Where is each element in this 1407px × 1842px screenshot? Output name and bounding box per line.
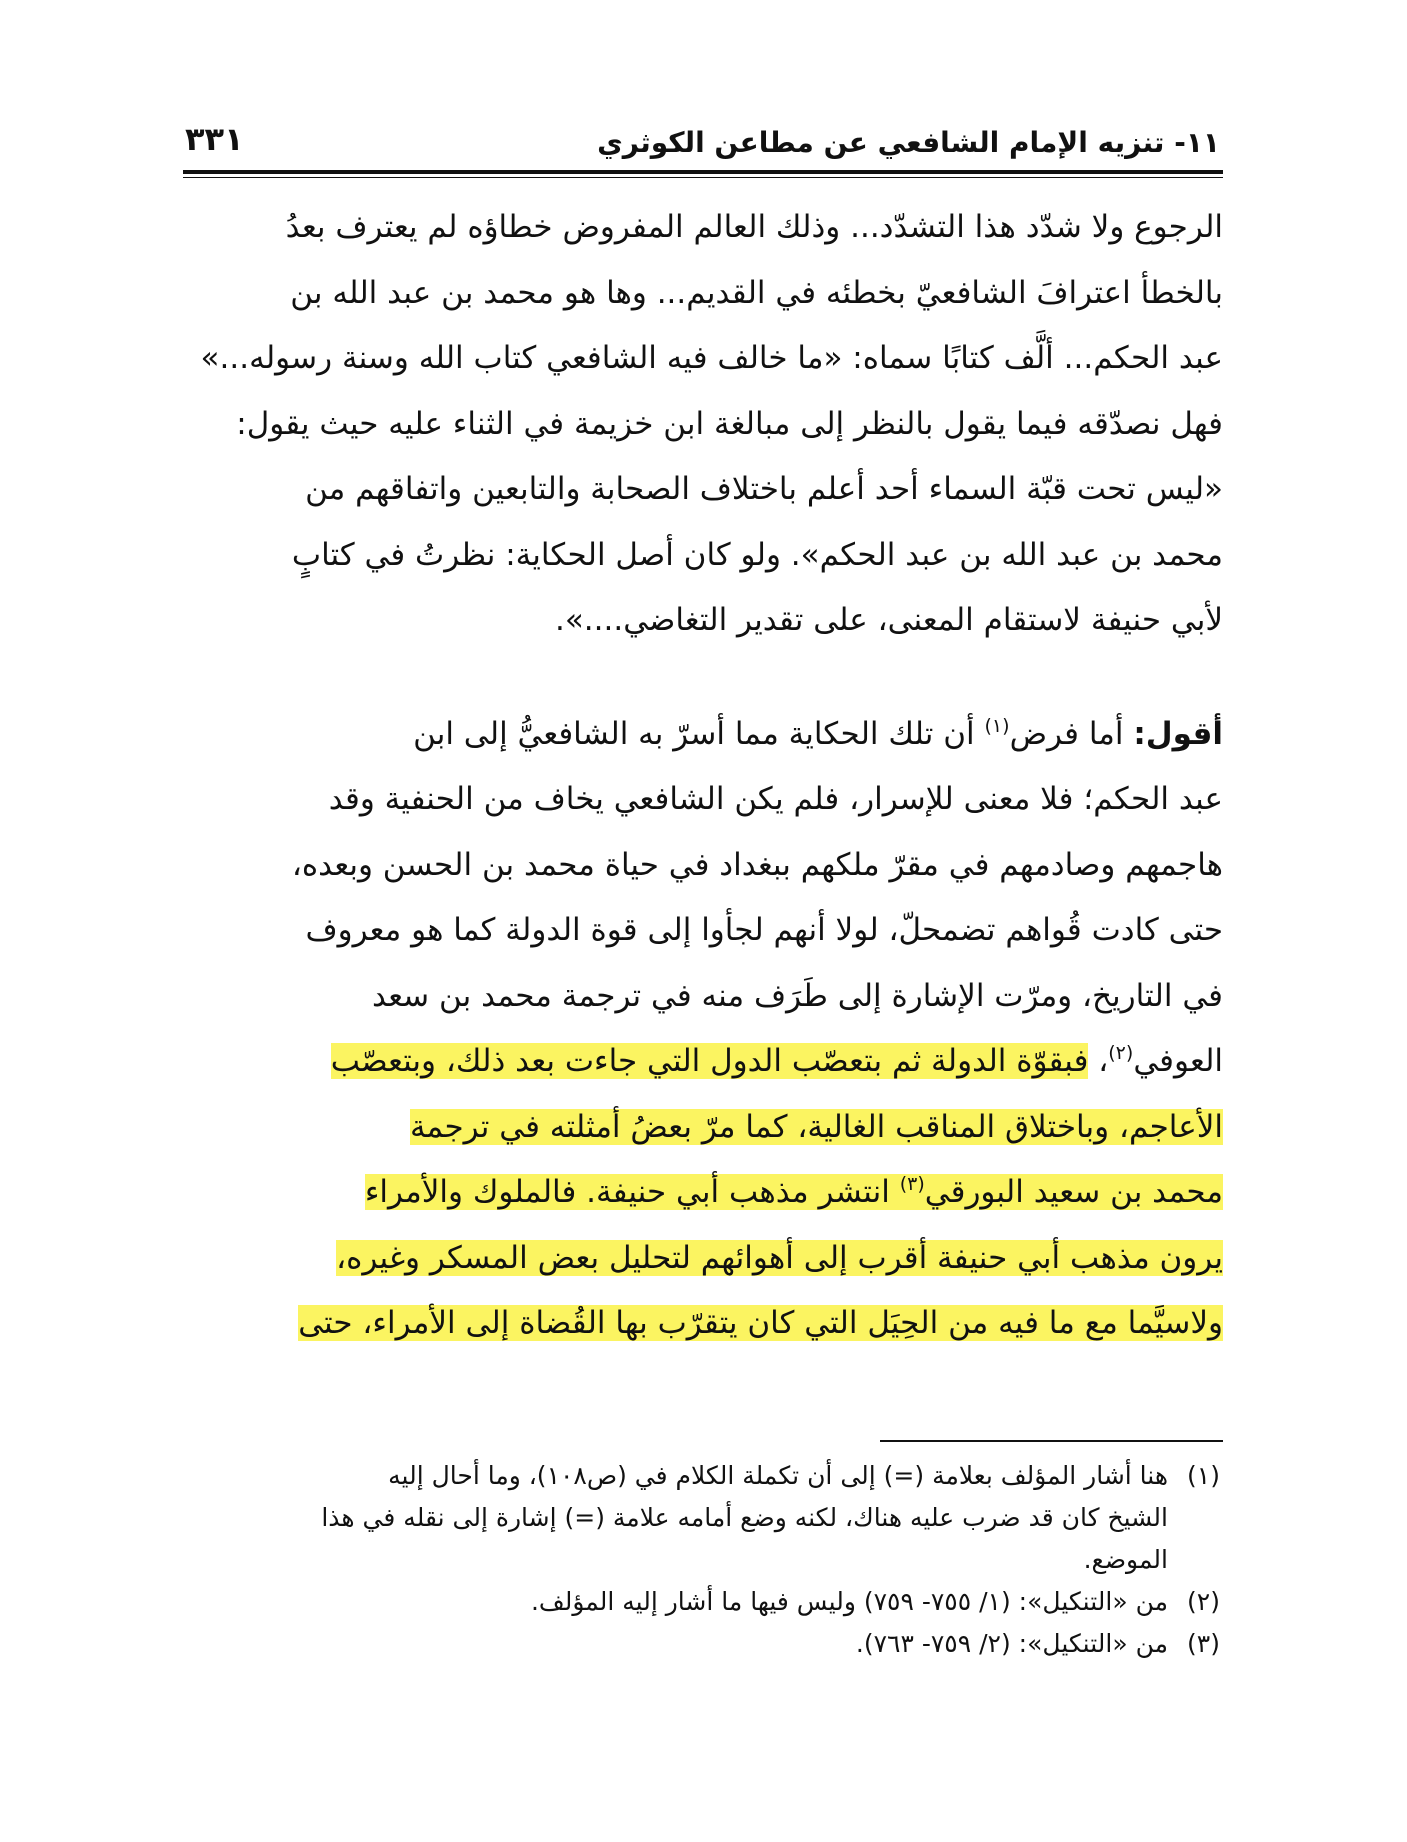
text-run: ،: [1088, 1043, 1109, 1079]
footnote-number: (١): [1187, 1461, 1220, 1490]
header-rule-thick: [183, 170, 1223, 174]
text-line: هاجمهم وصادمهم في مقرّ ملكهم ببغداد في حياة محمد بن الحسن وبعده،: [291, 846, 1223, 883]
text-line: عبد الحكم... ألَّف كتابًا سماه: «ما خالف فيه الشافعي كتاب الله وسنة رسوله...»: [200, 340, 1223, 376]
paragraph-gap: [183, 654, 1223, 702]
highlighted-text: [365, 1174, 1223, 1210]
text-line: [183, 1095, 1223, 1161]
footnote-2: [185, 1581, 1220, 1623]
footnote-number: (٣): [1187, 1629, 1220, 1658]
text-line: «ليس تحت قبّة السماء أحد أعلم باختلاف الصحابة والتابعين واتفاقهم من: [305, 471, 1223, 507]
text-line: لأبي حنيفة لاستقام المعنى، على تقدير التغاضي....».: [554, 602, 1223, 638]
text-line: الرجوع ولا شدّد هذا التشدّد... وذلك العالم المفروض خطاؤه لم يعترف بعدُ: [285, 209, 1223, 245]
page-number: ٣٣١: [185, 120, 244, 158]
running-header: [185, 120, 1220, 170]
text-line: [183, 1291, 1223, 1357]
text-line: في التاريخ، ومرّت الإشارة إلى طَرَف منه في ترجمة محمد بن سعد: [371, 977, 1223, 1014]
footnote-text: من «التنكيل»: (١/ ٧٥٥- ٧٥٩) وليس فيها ما أشار إليه المؤلف.: [530, 1587, 1168, 1616]
text-line: بالخطأ اعترافَ الشافعيّ بخطئه في القديم... وها هو محمد بن عبد الله بن: [290, 274, 1223, 311]
footnotes: [185, 1455, 1220, 1665]
highlighted-text: ولاسيَّما مع ما فيه من الحِيَل التي كان يتقرّب بها القُضاة إلى الأمراء، حتى: [298, 1305, 1223, 1341]
footnote-ref-1[interactable]: (١): [984, 714, 1010, 737]
text-line: [183, 1226, 1223, 1292]
body-text: [183, 195, 1223, 1357]
footnote-text: الشيخ كان قد ضرب عليه هناك، لكنه وضع أمامه علامة (=) إشارة إلى نقله في هذا: [321, 1503, 1168, 1532]
text-run: محمد بن سعيد البورقي: [924, 1174, 1223, 1210]
footnote-text: هنا أشار المؤلف بعلامة (=) إلى أن تكملة الكلام في (ص١٠٨)، وما أحال إليه: [388, 1461, 1168, 1490]
highlighted-text: الأعاجم، وباختلاق المناقب الغالية، كما مرّ بعضُ أمثلته في ترجمة: [409, 1108, 1223, 1145]
text-line: [183, 1160, 1223, 1226]
footnote-ref-3[interactable]: (٣): [899, 1173, 925, 1195]
text-run: العوفي: [1133, 1043, 1223, 1079]
text-run: انتشر مذهب أبي حنيفة. فالملوك والأمراء: [364, 1174, 900, 1210]
text-run: أن تلك الحكاية مما أسرّ به الشافعيُّ إلى ابن: [413, 715, 975, 752]
paragraph-lead: أقول:: [1133, 715, 1223, 752]
footnote-text: الموضع.: [1083, 1545, 1168, 1574]
footnote-separator: [880, 1440, 1223, 1442]
footnote-number: (٢): [1187, 1587, 1220, 1616]
footnote-text: من «التنكيل»: (٢/ ٧٥٩- ٧٦٣).: [855, 1629, 1168, 1658]
text-line: عبد الحكم؛ فلا معنى للإسرار، فلم يكن الشافعي يخاف من الحنفية وقد: [328, 781, 1223, 817]
footnote-ref-2[interactable]: (٢): [1108, 1042, 1134, 1064]
text-line: [183, 1029, 1223, 1095]
footnote-1: [185, 1455, 1220, 1497]
text-line: [183, 702, 1223, 768]
header-rule-thin: [183, 177, 1223, 178]
text-line: فهل نصدّقه فيما يقول بالنظر إلى مبالغة ابن خزيمة في الثناء عليه حيث يقول:: [236, 405, 1223, 442]
footnote-3: [185, 1623, 1220, 1665]
highlighted-text: فبقوّة الدولة ثم بتعصّب الدول التي جاءت بعد ذلك، وبتعصّب: [330, 1043, 1089, 1079]
text-run: أما فرض: [1009, 715, 1124, 752]
chapter-title: ١١- تنزيه الإمام الشافعي عن مطاعن الكوثري: [597, 126, 1220, 159]
text-line: محمد بن عبد الله بن عبد الحكم». ولو كان أصل الحكاية: نظرتُ في كتابٍ: [291, 536, 1223, 573]
text-line: حتى كادت قُواهم تضمحلّ، لولا أنهم لجأوا إلى قوة الدولة كما هو معروف: [305, 912, 1223, 948]
highlighted-text: يرون مذهب أبي حنيفة أقرب إلى أهوائهم لتحليل بعض المسكر وغيره،: [336, 1239, 1223, 1276]
